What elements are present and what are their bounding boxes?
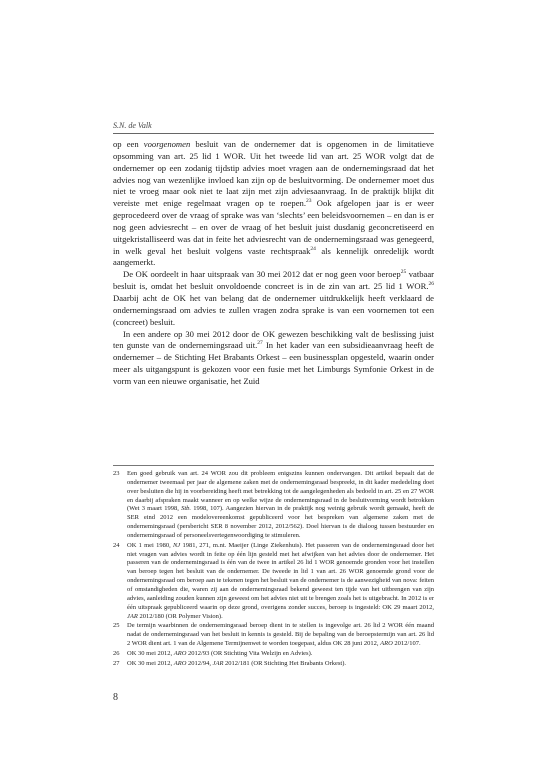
footnote-ref[interactable]: 23 xyxy=(305,198,312,205)
running-header-author: S.N. de Valk xyxy=(113,121,152,130)
text-run-italic: ARO xyxy=(380,640,393,648)
text-run-italic: JAR xyxy=(127,612,138,620)
footnote-number: 24 xyxy=(113,541,120,549)
text-run-italic: JAR xyxy=(212,659,224,667)
footnote-text xyxy=(127,660,434,669)
text-run-italic: ARO xyxy=(173,649,187,657)
text-run: 2012/94, xyxy=(186,659,213,667)
footnote-ref[interactable]: 27 xyxy=(257,340,263,347)
footnote-number: 27 xyxy=(113,659,120,667)
footnote-text xyxy=(127,650,434,659)
main-text xyxy=(113,139,434,388)
footnote-ref[interactable]: 26 xyxy=(428,281,434,288)
footnote-27 xyxy=(113,660,434,669)
footnote-ref[interactable]: 24 xyxy=(310,245,316,252)
text-run: op een xyxy=(113,139,144,149)
text-run: In het kader van een subsidieaanvraag heeft de ondernemer – de Stichting Het Brabants Orkest – een businessplan opgesteld, waarin onder meer als uitgangspunt is gekozen voor een fusie met het Limburgs Symfonie Orkest in de vorm van een nieuwe organisatie, het Zuid xyxy=(113,340,434,386)
text-run-italic: NJ xyxy=(172,541,181,549)
text-run: OK 30 mei 2012, xyxy=(127,649,174,657)
footnote-24 xyxy=(113,542,434,622)
footnote-text xyxy=(127,470,434,541)
text-run: 2012/107. xyxy=(392,640,421,648)
page-number: 8 xyxy=(113,692,118,703)
footnote-text xyxy=(127,622,434,649)
text-run: 2012/93 (OR Stichting Vita Welzijn en Advies). xyxy=(186,649,313,657)
footnote-number: 25 xyxy=(113,622,120,630)
text-run: vatbaar besluit is, omdat het besluit onvoldoende concreet is in de zin van art. 25 lid 1 WOR. xyxy=(113,269,434,292)
footnotes xyxy=(113,470,434,670)
footnote-25 xyxy=(113,622,434,649)
footnote-26 xyxy=(113,650,434,659)
text-run: De termijn waarbinnen de ondernemingsraad beroep dient in te stellen is ingevolge art. 26 lid 2 WOR één maand nadat de ondernemingsraad van het besluit in kennis is gesteld. Bij de bepaling van de beroepstermijn van art. 26 lid 2 WOR dient art. 1 van de Algemene Termijnenwet te worden toegepast, aldus OK 28 juni 2012, xyxy=(127,622,434,648)
footnote-number: 23 xyxy=(113,470,120,477)
text-run-italic: voorgenomen xyxy=(143,139,191,149)
text-run: 1998, 107). Aangezien hiervan in de praktijk nog weinig gebruik wordt gemaakt, heeft de SER eind 2012 een modelovereenkomst gepubliceerd voor het bespreken van algemene zaken met de ondernemingsraad (persbericht SER 8 november 2012, 2012/562). Doel hiervan is de dialoog tussen bestuurder en ondernemingsraad of personeelsvertegenwoordiging te stimuleren. xyxy=(127,505,434,539)
text-run: als kennelijk onredelijk wordt aangemerkt. xyxy=(113,245,435,268)
footnote-number: 26 xyxy=(113,649,120,657)
text-run-italic: ARO xyxy=(173,659,187,667)
text-run: besluit van de ondernemer dat is opgenomen in de limitatieve opsomming van art. 25 lid 1 WOR. Uit het tweede lid van art. 25 WOR volgt dat de ondernemer op een zodanig tijdstip advies moet vragen aan de ondernemingsraad dat het advies nog van wezenlijke invloed kan zijn op de besluitvorming. De ondernemer moet dus niet te vroeg maar ook niet te laat zijn met zijn adviesaanvraag. In de praktijk blijkt dit vereiste met enige regelmaat vragen op te roepen. xyxy=(113,139,434,209)
text-run: In een andere op 30 mei 2012 door de OK gewezen beschikking valt de beslissing juist ten gunste van de ondernemingsraad uit. xyxy=(113,328,434,351)
text-run: 1981, 271, m.nt. Maeijer (Linge Ziekenhuis). Het passeren van de ondernemingsraad door het niet vragen van advies wordt in feite op één lijn gesteld met het afwijken van het advies door de ondernemer. Het passeren van de ondernemingsraad is één van de twee in artikel 26 lid 1 WOR genoemde gronden voor het instellen van beroep tegen het besluit van de ondernemer. De tweede in lid 1 van art. 26 WOR genoemde grond voor de ondernemingsraad om beroep aan te tekenen tegen het besluit van de ondernemer is de aanwezigheid van nova: feiten of omstandigheden die, waren zij aan de ondernemingsraad bekend geweest ten tijde van het uitbrengen van zijn advies, aanleiding zouden kunnen zijn geweest om het advies niet uit te brengen zoals het is uitgebracht. In 2012 is er één uitspraak gepubliceerd waarin op deze grond, overigens zonder succes, beroep is ingesteld: OK 29 maart 2012, xyxy=(127,541,434,611)
text-run: OK 30 mei 2012, xyxy=(127,659,174,667)
header-rule xyxy=(113,133,434,134)
text-run: 2012/181 (OR Stichting Het Brabants Orkest). xyxy=(223,659,347,667)
text-run: Daarbij acht de OK het van belang dat de ondernemer uitdrukkelijk heeft verklaard de ondernemingsraad om advies te zullen vragen zodra sprake is van een voornemen tot een (concreet) besluit. xyxy=(113,292,434,327)
footnote-ref[interactable]: 25 xyxy=(400,269,407,276)
text-run: Ook afgelopen jaar is er weer geprocedeerd over de vraag of sprake was van ‘slechts’ een beleidsvoornemen – en dan is er nog geen adviesrecht – en over de vraag of het besluit juist dusdanig geconcretiseerd en uitgekristalliseerd was dat in feite het adviesrecht van de ondernemingsraad was genegeerd, in welk geval het besluit volgens vaste rechtspraak xyxy=(113,198,434,256)
paragraph-2 xyxy=(113,269,434,328)
text-run: De OK oordeelt in haar uitspraak van 30 mei 2012 dat er nog geen voor beroep xyxy=(123,269,401,280)
paragraph-3 xyxy=(113,329,434,388)
text-run: Een goed gebruik van art. 24 WOR zou dit probleem enigszins kunnen ondervangen. Dit artikel bepaalt dat de ondernemer tweemaal per jaar de algemene zaken met de ondernemingsraad bespreekt, in dit kader mededeling doet over besluiten die hij in voorbereiding heeft met betrekking tot de aangelegenheden als bedoeld in art. 25 en 27 WOR en daarbij afspraken maakt wanneer en op welke wijze de ondernemingsraad in de besluitvorming wordt betrokken (Wet 3 maart 1998, xyxy=(127,470,434,513)
paragraph-1 xyxy=(113,139,434,269)
footnote-23 xyxy=(113,470,434,541)
text-run: 2012/180 (OR Polymer Vision). xyxy=(137,612,223,620)
text-run: OK 1 mei 1980, xyxy=(127,541,173,549)
footnote-text xyxy=(127,542,434,622)
footnote-rule xyxy=(113,465,434,466)
text-run-italic: Stb. xyxy=(181,505,192,513)
